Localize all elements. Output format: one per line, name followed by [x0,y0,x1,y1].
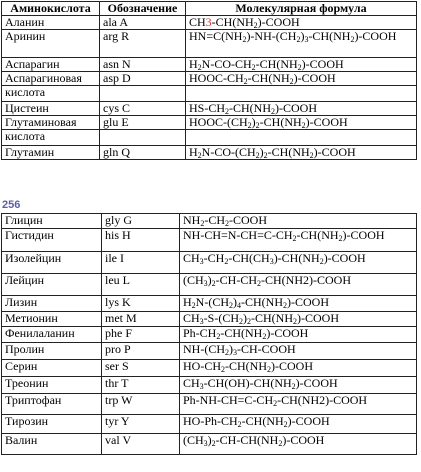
designation-cell: glu E [100,116,186,130]
molecular-formula-cell: HOOC-$(CH_2)_2-CH(NH_2)$-COOH [186,116,417,130]
amino-acid-table-part-1 [1,1,417,160]
table-header-row [2,2,417,16]
designation-cell: cys C [100,102,186,116]
designation-cell: gln Q [100,146,186,160]
table-row [2,252,417,274]
molecular-formula-cell: $HO-Ph-CH_2-CH(NH_2)$-COOH [180,415,417,434]
molecular-formula-cell: $(CH_3)_2-CH-CH(NH_2)$-COOH [180,434,417,455]
amino-acid-name-cell: Аринин [2,30,100,58]
table-row [2,214,417,229]
amino-acid-name-cell: Лизин [2,296,102,312]
amino-acid-name-cell: Глицин [2,214,102,229]
amino-acid-name-cell: Глутамин [2,146,100,160]
amino-acid-name-cell: Треонин [2,377,102,394]
table-row [2,394,417,415]
designation-cell [100,86,186,102]
designation-cell [100,130,186,146]
table-row [2,86,417,102]
table-row [2,343,417,360]
table-row [2,229,417,252]
molecular-formula-cell: $HS-CH_2-CH(NH_2)$-COOH [186,102,417,116]
designation-cell: ala A [100,16,186,30]
molecular-formula-cell: $Ph-CH_2-CH(NH_2)$-COOH [180,327,417,343]
amino-acid-name-cell: Аспарагиновая [2,72,100,86]
molecular-formula-cell: $HN=C(NH_2)-NH-(CH_2)_3-CH(NH_2)$-COOH [186,30,417,58]
amino-acid-table-part-2 [1,213,417,455]
designation-cell: tyr Y [102,415,180,434]
table-row [2,327,417,343]
molecular-formula-cell: $Ph-NH-CH=C-CH_2-CH(NH2)$-COOH [180,394,417,415]
designation-cell: arg R [100,30,186,58]
molecular-formula-cell: $NH-CH=N-CH=C-CH_2-CH(NH_2)$-COOH [180,229,417,252]
designation-cell: lys K [102,296,180,312]
amino-acid-name-cell: Валин [2,434,102,455]
page-number: 256 [2,199,21,211]
table-row [2,296,417,312]
amino-acid-name-cell: Глутаминовая [2,116,100,130]
molecular-formula-cell: $NH_2-CH_2$-COOH [180,214,417,229]
designation-cell: met M [102,312,180,327]
table-row [2,72,417,86]
molecular-formula-cell: $CH_3-CH_2-CH(CH_3)-CH(NH_2)$-COOH [180,252,417,274]
designation-cell: pro P [102,343,180,360]
molecular-formula-cell: $H_2N-(CH_2)_4-CH(NH_2)$-COOH [180,296,417,312]
table-body-part-2 [2,214,417,455]
table-row [2,116,417,130]
molecular-formula-cell [186,130,417,146]
amino-acid-name-cell: Пролин [2,343,102,360]
molecular-formula-cell: $CH3-CH(NH_2)$-COOH [186,16,417,30]
amino-acid-name-cell: Тирозин [2,415,102,434]
designation-cell: ser S [102,360,180,377]
table-row [2,16,417,30]
table-row [2,415,417,434]
table-row [2,360,417,377]
table-row [2,312,417,327]
table-row [2,377,417,394]
amino-acid-name-cell: Изолейцин [2,252,102,274]
molecular-formula-cell: $NH-(CH_2)_3-CH$-COOH [180,343,417,360]
amino-acid-name-cell: Аланин [2,16,100,30]
designation-cell: trp W [102,394,180,415]
molecular-formula-cell: $CH_3-CH(OH)-CH(NH_2)$-COOH [180,377,417,394]
table-row [2,30,417,58]
molecular-formula-cell: $H_2N-CO-CH_2-CH(NH_2)$-COOH [186,58,417,72]
header-molecular-formula: Молекулярная формула [186,2,417,16]
header-amino-acid: Аминокислота [2,2,100,16]
amino-acid-name-cell: кислота [2,86,100,102]
molecular-formula-cell: $CH_3-S-(CH_2)_2-CH(NH_2)$-COOH [180,312,417,327]
amino-acid-name-cell: Фенилаланин [2,327,102,343]
designation-cell: asn N [100,58,186,72]
table-row [2,102,417,116]
table-row [2,130,417,146]
molecular-formula-cell: $HO-CH_2-CH(NH_2)$-COOH [180,360,417,377]
designation-cell: val V [102,434,180,455]
designation-cell: phe F [102,327,180,343]
amino-acid-name-cell: Триптофан [2,394,102,415]
amino-acid-name-cell: Гистидин [2,229,102,252]
designation-cell: his H [102,229,180,252]
designation-cell: ile I [102,252,180,274]
amino-acid-name-cell: кислота [2,130,100,146]
designation-cell: leu L [102,274,180,296]
header-designation: Обозначение [100,2,186,16]
table-row [2,274,417,296]
table-row [2,58,417,72]
amino-acid-name-cell: Лейцин [2,274,102,296]
table-body-part-1 [2,16,417,160]
amino-acid-name-cell: Серин [2,360,102,377]
molecular-formula-cell [186,86,417,102]
amino-acid-name-cell: Цистеин [2,102,100,116]
molecular-formula-cell: $(CH_3)_2-CH-CH_2-CH(NH2)$-COOH [180,274,417,296]
designation-cell: gly G [102,214,180,229]
designation-cell: thr T [102,377,180,394]
designation-cell: asp D [100,72,186,86]
amino-acid-name-cell: Метионин [2,312,102,327]
amino-acid-name-cell: Аспарагин [2,58,100,72]
table-row [2,146,417,160]
molecular-formula-cell: $H_2N-CO-(CH_2)_2-CH(NH_2)$-COOH [186,146,417,160]
molecular-formula-cell: HOOC-$CH_2-CH(NH_2)$-COOH [186,72,417,86]
table-row [2,434,417,455]
